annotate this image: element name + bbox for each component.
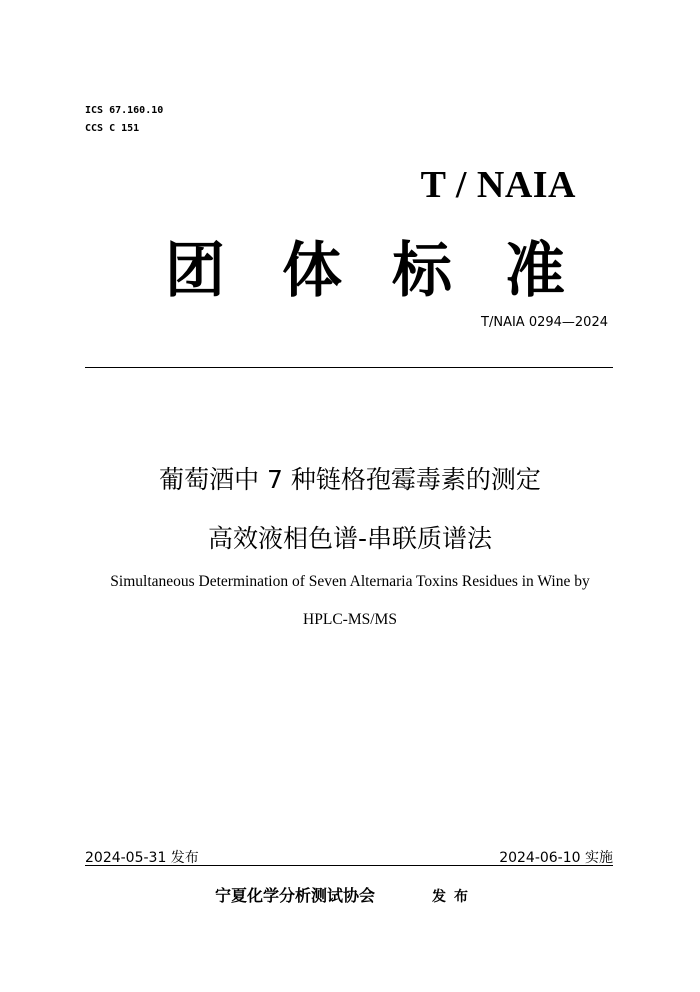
heading-char-4: 准 (505, 236, 565, 306)
issuing-organization: 宁夏化学分析测试协会 (215, 886, 376, 905)
document-type-heading (150, 235, 580, 307)
heading-char-1: 团 (165, 236, 225, 306)
bottom-divider (85, 865, 613, 866)
title-en-line-2: HPLC-MS/MS (303, 611, 397, 628)
standard-series: T / NAIA (420, 164, 576, 206)
heading-char-2: 体 (282, 236, 342, 306)
standard-number: T/NAIA 0294—2024 (481, 315, 608, 330)
title-en-line-1: Simultaneous Determination of Seven Alternaria Toxins Residues in Wine by (110, 573, 590, 590)
publish-date: 2024-05-31 发布 (85, 850, 199, 866)
title-cn-line-2: 高效液相色谱-串联质谱法 (207, 524, 493, 553)
issue-label: 发布 (432, 889, 476, 905)
heading-char-3: 标 (392, 236, 452, 306)
implement-date: 2024-06-10 实施 (499, 850, 613, 866)
ics-code: ICS 67.160.10 (85, 105, 164, 116)
top-divider (85, 367, 613, 368)
ccs-code: CCS C 151 (85, 123, 140, 134)
title-cn-line-1: 葡萄酒中 7 种链格孢霉毒素的测定 (159, 465, 541, 494)
